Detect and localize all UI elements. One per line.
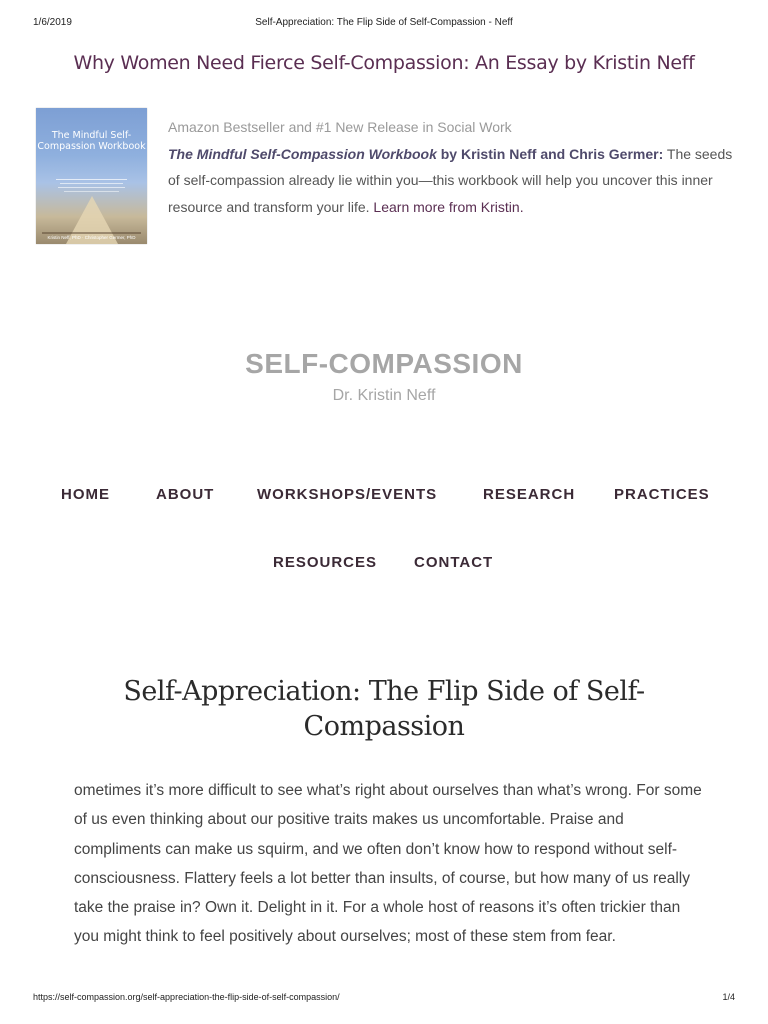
- bestseller-note: Amazon Bestseller and #1 New Release in Social Work: [168, 119, 512, 135]
- book-promo: [168, 114, 740, 220]
- nav-workshops-events[interactable]: WORKSHOPS/EVENTS: [257, 486, 438, 503]
- site-subtitle: Dr. Kristin Neff: [332, 387, 436, 404]
- promo-book-title: The Mindful Self-Compassion Workbook: [168, 145, 437, 162]
- nav-contact[interactable]: CONTACT: [414, 554, 494, 571]
- nav-home[interactable]: HOME: [61, 486, 110, 503]
- print-page-number: 1/4: [722, 992, 735, 1002]
- nav-practices[interactable]: PRACTICES: [614, 486, 710, 503]
- book-cover-subtitle-lines: [50, 176, 133, 195]
- nav-resources[interactable]: RESOURCES: [273, 554, 378, 571]
- learn-more-link[interactable]: Learn more from Kristin.: [373, 198, 524, 215]
- book-cover-image[interactable]: [36, 108, 147, 244]
- print-page-title: Self-Appreciation: The Flip Side of Self-Compassion - Neff: [255, 17, 513, 28]
- site-title[interactable]: SELF-COMPASSION: [245, 348, 523, 379]
- book-cover-title: The Mindful Self-Compassion Workbook: [37, 130, 146, 152]
- print-date: 1/6/2019: [33, 17, 72, 28]
- post-title: Self-Appreciation: The Flip Side of Self-Compassion: [123, 676, 645, 742]
- promo-description: The seeds of self-compassion already lie within you—this workbook will help you uncover this inner resource and transform your life.: [168, 145, 733, 215]
- post-body-paragraph: ometimes it’s more difficult to see what’s right about ourselves than what’s wrong. For some of us even thinking about our positive traits makes us uncomfortable. Praise and compliments can make us squirm, and we often don’t know how to respond without self-consciousness. Flattery feels a lot better than insults, of course, but how many of us really take the praise in? Own it. Delight in it. For a whole host of reasons it’s often trickier than you might think to feel positively about ourselves; most of these stem from fear.: [74, 782, 702, 946]
- essay-link[interactable]: Why Women Need Fierce Self-Compassion: An Essay by Kristin Neff: [73, 52, 695, 74]
- book-cover-authors: Kristin Neff, PhD · Christopher Germer, PhD: [47, 235, 136, 240]
- book-cover-rail-graphic: [42, 232, 141, 234]
- promo-authors: by Kristin Neff and Chris Germer:: [436, 145, 664, 162]
- print-footer: [0, 992, 768, 1006]
- print-url: https://self-compassion.org/self-appreciation-the-flip-side-of-self-compassion/: [33, 992, 340, 1002]
- print-header: [0, 17, 768, 31]
- nav-about[interactable]: ABOUT: [156, 486, 215, 503]
- nav-research[interactable]: RESEARCH: [483, 486, 576, 503]
